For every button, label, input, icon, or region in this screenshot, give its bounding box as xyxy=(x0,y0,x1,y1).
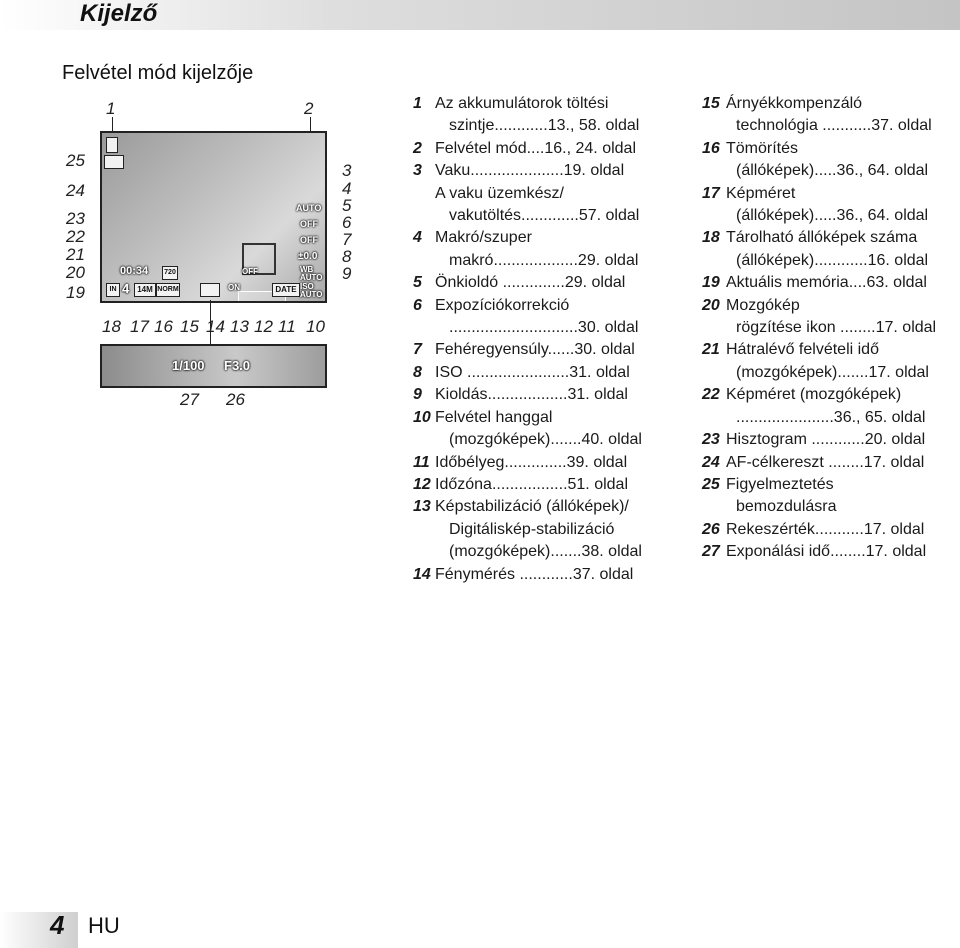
legend-entry xyxy=(413,407,675,452)
legend-text: Hisztogram ............20. oldal xyxy=(726,431,926,449)
legend-text: Az akkumulátorok töltési xyxy=(435,95,609,112)
legend-entry-first-line xyxy=(413,295,675,317)
legend-entry-first-line xyxy=(702,541,960,563)
legend-entry-first-line xyxy=(702,384,960,406)
legend-entry xyxy=(702,452,960,474)
legend-entry xyxy=(413,272,675,294)
legend-entry-first-line xyxy=(702,295,960,317)
legend-entry-first-line xyxy=(702,227,960,249)
legend-entry-first-line xyxy=(413,339,675,361)
date-indicator: DATE xyxy=(272,283,300,297)
legend-entry xyxy=(702,227,960,272)
legend-entry xyxy=(702,295,960,340)
legend-text: Exponálási idő........17. oldal xyxy=(726,543,927,561)
image-size: 14M xyxy=(134,283,156,297)
legend-number: 18 xyxy=(702,229,720,247)
legend-text: Önkioldó ..............29. oldal xyxy=(435,274,626,292)
leader-line xyxy=(112,117,113,133)
legend-text-continuation: A vaku üzemkész/ xyxy=(435,184,564,202)
legend-entry xyxy=(413,496,675,563)
legend-entry xyxy=(413,362,675,384)
legend-entry-first-line xyxy=(413,452,675,474)
page-title: Kijelző xyxy=(80,0,158,27)
battery-icon xyxy=(106,137,118,153)
legend-entry-first-line xyxy=(413,496,675,518)
legend-entry xyxy=(702,183,960,228)
shots-remaining: 4 xyxy=(122,281,130,296)
legend-entry-first-line xyxy=(413,227,675,249)
callout-18: 18 xyxy=(102,317,121,336)
legend-text: Képméret xyxy=(726,184,796,202)
legend-text-continuation: (állóképek)............16. oldal xyxy=(736,251,929,269)
legend-entry-first-line xyxy=(413,138,675,160)
legend-text: Vaku.....................19. oldal xyxy=(435,162,625,180)
legend-text: Mozgókép xyxy=(726,296,800,314)
legend-entry-first-line xyxy=(413,93,675,115)
callout-24: 24 xyxy=(66,181,85,200)
callout-22: 22 xyxy=(66,227,85,246)
legend-number: 27 xyxy=(702,543,720,561)
legend-number: 26 xyxy=(702,520,720,538)
legend-text-continuation: (mozgóképek).......40. oldal xyxy=(449,431,642,449)
legend-number: 16 xyxy=(702,139,720,157)
legend-text: Kioldás..................31. oldal xyxy=(435,386,628,404)
metering-icon xyxy=(200,283,220,297)
legend-entry xyxy=(413,384,675,406)
callout-9: 9 xyxy=(342,264,352,283)
legend-text-continuation: ......................36., 65. oldal xyxy=(736,408,926,426)
callout-10: 10 xyxy=(306,317,325,336)
legend-number: 1 xyxy=(413,95,422,112)
callout-4: 4 xyxy=(342,179,352,198)
callout-14: 14 xyxy=(206,317,225,336)
callout-21: 21 xyxy=(66,245,85,264)
legend-number: 2 xyxy=(413,139,422,157)
legend-entry xyxy=(413,138,675,160)
legend-number: 5 xyxy=(413,274,422,292)
movie-size: 720 xyxy=(162,266,178,280)
page-number: 4 xyxy=(50,910,65,940)
callout-8: 8 xyxy=(342,247,352,266)
flash-indicator: AUTO xyxy=(296,203,322,213)
callout-17: 17 xyxy=(130,317,149,336)
legend-entry-first-line xyxy=(413,474,675,496)
legend-text-continuation: (állóképek).....36., 64. oldal xyxy=(736,162,929,180)
storage-indicator: IN xyxy=(106,283,120,297)
callout-11: 11 xyxy=(278,317,296,336)
movie-time: 00:34 xyxy=(120,265,149,277)
legend-number: 4 xyxy=(413,229,422,247)
legend-entry xyxy=(702,93,960,138)
legend-number: 23 xyxy=(702,431,720,449)
camera-screen-diagram xyxy=(60,95,380,425)
legend-number: 20 xyxy=(702,296,720,314)
section-title: Felvétel mód kijelzője xyxy=(62,62,254,84)
legend-text: Időbélyeg..............39. oldal xyxy=(435,453,628,471)
legend-entry xyxy=(702,519,960,541)
legend-text-continuation: (mozgóképek).......38. oldal xyxy=(449,543,642,561)
callout-13: 13 xyxy=(230,317,249,336)
legend-entry-first-line xyxy=(413,407,675,429)
legend-text: Időzóna.................51. oldal xyxy=(435,475,628,493)
legend-number: 8 xyxy=(413,363,422,381)
legend-number: 24 xyxy=(702,453,720,471)
macro-indicator: OFF xyxy=(300,219,318,229)
legend-entry-first-line xyxy=(413,564,675,586)
legend-number: 15 xyxy=(702,95,720,112)
legend-number: 11 xyxy=(413,453,430,471)
callout-23: 23 xyxy=(66,209,85,228)
legend-number: 14 xyxy=(413,565,431,583)
legend-entry-first-line xyxy=(702,138,960,160)
callout-6: 6 xyxy=(342,213,352,232)
exposure-indicator: ±0.0 xyxy=(298,251,318,262)
legend-number: 12 xyxy=(413,475,431,493)
page-language: HU xyxy=(88,913,120,938)
legend-text-continuation: makró...................29. oldal xyxy=(449,251,639,269)
legend-number: 3 xyxy=(413,162,422,180)
legend-number: 21 xyxy=(702,341,720,359)
legend-number: 22 xyxy=(702,386,720,404)
legend-entry-first-line xyxy=(702,93,960,115)
legend-text: Aktuális memória....63. oldal xyxy=(726,274,927,292)
callout-12: 12 xyxy=(254,317,273,336)
legend-entry-first-line xyxy=(413,160,675,182)
callout-27: 27 xyxy=(180,390,199,409)
legend-text: Felvétel hanggal xyxy=(435,408,553,426)
legend-entry xyxy=(413,295,675,340)
legend-entry-first-line xyxy=(702,452,960,474)
legend-entry-first-line xyxy=(413,272,675,294)
legend-text: Hátralévő felvételi idő xyxy=(726,341,879,359)
legend-entry xyxy=(413,227,675,272)
legend-column-right xyxy=(702,93,960,564)
legend-text: Felvétel mód....16., 24. oldal xyxy=(435,139,636,157)
compression-indicator: NORM xyxy=(156,283,180,297)
legend-entry-first-line xyxy=(702,429,960,451)
legend-number: 13 xyxy=(413,498,431,516)
callout-2: 2 xyxy=(304,99,314,118)
legend-text-continuation: bemozdulásra xyxy=(736,498,837,516)
selftimer-indicator: OFF xyxy=(300,235,318,245)
iso-indicator: ISO AUTO xyxy=(300,282,323,299)
legend-text-continuation: Digitáliskép-stabilizáció xyxy=(449,520,615,538)
camera-shake-icon xyxy=(104,155,124,169)
callout-19: 19 xyxy=(66,283,85,302)
legend-entry xyxy=(702,339,960,384)
legend-entry xyxy=(702,474,960,519)
legend-entry xyxy=(702,384,960,429)
legend-number: 6 xyxy=(413,296,422,314)
callout-16: 16 xyxy=(154,317,173,336)
legend-entry xyxy=(702,541,960,563)
legend-text-continuation: .............................30. oldal xyxy=(449,319,639,337)
legend-text-continuation: vakutöltés.............57. oldal xyxy=(449,207,640,225)
legend-entry xyxy=(702,138,960,183)
legend-entry xyxy=(702,429,960,451)
legend-entry-first-line xyxy=(702,183,960,205)
legend-entry xyxy=(413,474,675,496)
legend-number: 10 xyxy=(413,408,431,426)
legend-text: Tömörítés xyxy=(726,139,799,157)
legend-text: Figyelmeztetés xyxy=(726,475,834,493)
legend-text-continuation: (mozgóképek).......17. oldal xyxy=(736,363,929,381)
wb-indicator: WB AUTO xyxy=(300,265,323,282)
is-indicator: ON xyxy=(228,283,240,292)
callout-26: 26 xyxy=(226,390,245,409)
lcd-preview xyxy=(100,131,327,303)
legend-entry xyxy=(413,339,675,361)
legend-entry-first-line xyxy=(413,362,675,384)
legend-entry xyxy=(413,452,675,474)
legend-text: Árnyékkompenzáló xyxy=(726,95,863,112)
legend-number: 25 xyxy=(702,475,720,493)
legend-text: AF-célkereszt ........17. oldal xyxy=(726,453,925,471)
aperture-value: F3.0 xyxy=(224,358,251,373)
legend-text: Fehéregyensúly......30. oldal xyxy=(435,341,635,359)
callout-3: 3 xyxy=(342,161,352,180)
shutter-speed: 1/100 xyxy=(172,358,205,373)
exposure-readout-panel xyxy=(100,344,327,388)
leader-line xyxy=(310,117,311,133)
callout-20: 20 xyxy=(66,263,85,282)
legend-text: Képméret (mozgóképek) xyxy=(726,386,902,404)
legend-entry xyxy=(702,272,960,294)
legend-number: 7 xyxy=(413,341,422,359)
legend-text: Makró/szuper xyxy=(435,229,532,247)
legend-text: Rekeszérték...........17. oldal xyxy=(726,520,925,538)
legend-entry xyxy=(413,564,675,586)
footer-bar xyxy=(0,912,78,948)
shadow-adjust-indicator: OFF xyxy=(242,267,258,276)
legend-number: 19 xyxy=(702,274,720,292)
legend-entry-first-line xyxy=(702,474,960,496)
legend-entry xyxy=(413,160,675,227)
legend-text-continuation: rögzítése ikon ........17. oldal xyxy=(736,319,937,337)
legend-entry-first-line xyxy=(702,519,960,541)
legend-number: 9 xyxy=(413,386,422,404)
callout-7: 7 xyxy=(342,230,352,249)
legend-text: Képstabilizáció (állóképek)/ xyxy=(435,498,629,516)
legend-entry-first-line xyxy=(413,384,675,406)
legend-text: Fénymérés ............37. oldal xyxy=(435,565,634,583)
callout-5: 5 xyxy=(342,196,352,215)
callout-25: 25 xyxy=(66,151,85,170)
legend-entry-first-line xyxy=(702,339,960,361)
callout-1: 1 xyxy=(106,99,116,118)
legend-entry-first-line xyxy=(702,272,960,294)
callout-15: 15 xyxy=(180,317,199,336)
legend-text: Tárolható állóképek száma xyxy=(726,229,918,247)
legend-text-continuation: szintje............13., 58. oldal xyxy=(449,117,640,135)
legend-entry xyxy=(413,93,675,138)
legend-text: Expozíciókorrekció xyxy=(435,296,570,314)
legend-text-continuation: (állóképek).....36., 64. oldal xyxy=(736,207,929,225)
legend-number: 17 xyxy=(702,184,720,202)
legend-column-left xyxy=(413,93,675,586)
legend-text-continuation: technológia ...........37. oldal xyxy=(736,117,932,135)
legend-text: ISO .......................31. oldal xyxy=(435,363,630,381)
